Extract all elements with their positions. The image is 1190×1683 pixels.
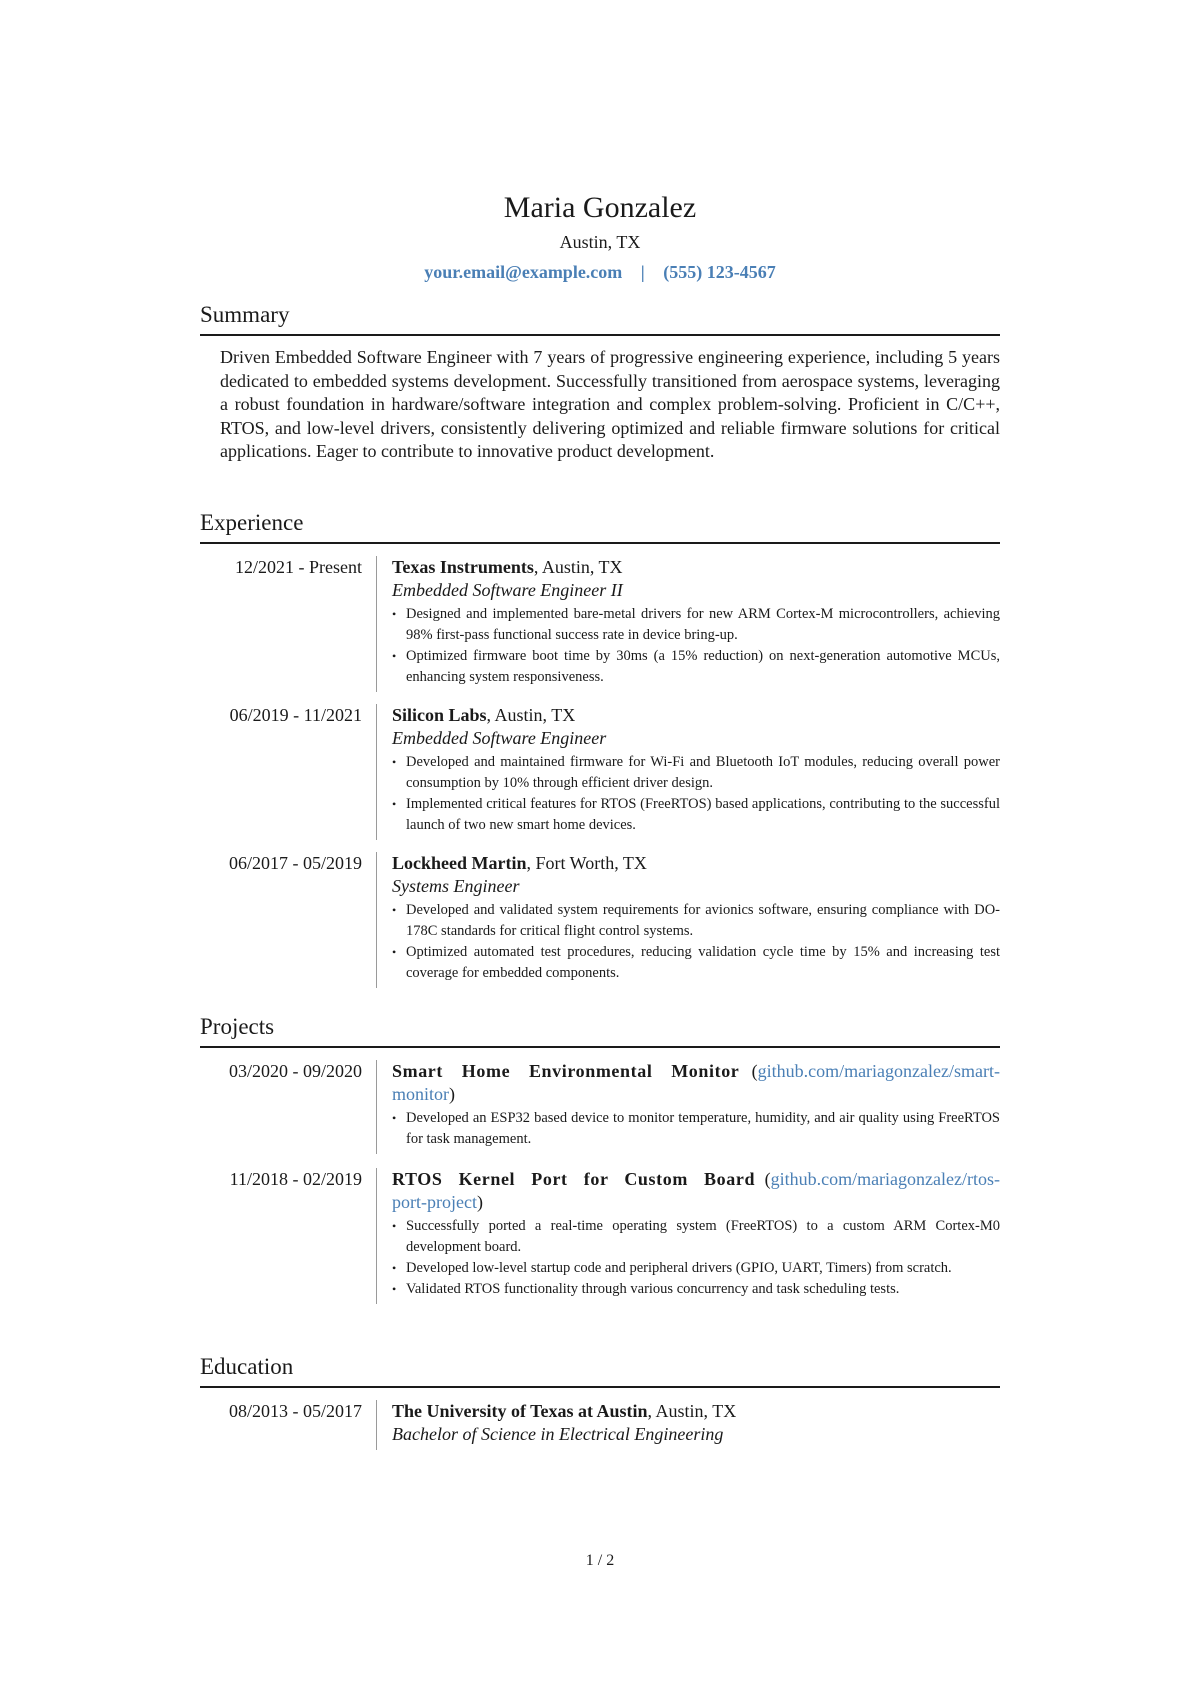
company-name: Lockheed Martin (392, 853, 527, 873)
company-location: , Fort Worth, TX (526, 853, 647, 873)
section-title-summary: Summary (200, 300, 1000, 336)
company-location: , Austin, TX (486, 705, 576, 725)
entry-body (376, 1168, 1000, 1304)
phone-link[interactable]: (555) 123-4567 (663, 262, 776, 282)
paren-open: ( (739, 1061, 758, 1081)
job-title: Embedded Software Engineer II (392, 580, 623, 600)
entry-body (376, 704, 1000, 840)
entry-heading (392, 1060, 1000, 1106)
entry-heading (392, 1168, 1000, 1214)
bullet-item: • Validated RTOS functionality through various concurrency and task scheduling tests. (392, 1279, 1000, 1300)
bullet-item: • Developed and maintained firmware for Wi-Fi and Bluetooth IoT modules, reducing overall power consumption by 10% through efficient driver design. (392, 752, 1000, 794)
school-name: The University of Texas at Austin (392, 1401, 648, 1421)
company-name: Texas Instruments (392, 557, 534, 577)
entry-heading (392, 1400, 1000, 1423)
project-name: Smart Home Environmental Monitor (392, 1061, 740, 1081)
candidate-location: Austin, TX (559, 232, 641, 252)
email-link[interactable]: your.email@example.com (424, 262, 623, 282)
entry-dates: 03/2020 - 09/2020 (229, 1061, 362, 1081)
entry-heading (392, 556, 1000, 579)
bullet-list (392, 1216, 1000, 1300)
section-title-education: Education (200, 1352, 1000, 1388)
entry-body (376, 1400, 1000, 1450)
bullet-item: • Developed low-level startup code and peripheral drivers (GPIO, UART, Timers) from scratch. (392, 1258, 1000, 1279)
experience-section (200, 508, 1000, 988)
experience-entry (200, 704, 1000, 840)
candidate-name: Maria Gonzalez (503, 191, 697, 224)
bullet-item: • Developed an ESP32 based device to monitor temperature, humidity, and air quality using FreeRTOS for task management. (392, 1108, 1000, 1150)
paren-open: ( (755, 1169, 771, 1189)
entry-heading (392, 704, 1000, 727)
contact-line (200, 260, 1000, 284)
resume-header (200, 190, 1000, 284)
project-link[interactable]: github.com/mariagonzalez/rtos-port-project (392, 1169, 1000, 1212)
bullet-item: • Successfully ported a real-time operating system (FreeRTOS) to a custom ARM Cortex-M0 development board. (392, 1216, 1000, 1258)
degree: Bachelor of Science in Electrical Engineering (392, 1424, 724, 1444)
project-entry (200, 1168, 1000, 1304)
entry-heading (392, 852, 1000, 875)
summary-text: Driven Embedded Software Engineer with 7 years of progressive engineering experience, including 5 years dedicated to embedded systems development. Successfully transitioned from aerospace systems, leveraging a robust foundation in hardware/software integration and complex problem-solving. Proficient in C/C++, RTOS, and low-level drivers, consistently delivering optimized and reliable firmware solutions for critical applications. Eager to contribute to innovative product development. (220, 347, 1000, 461)
experience-entry (200, 852, 1000, 988)
entry-body (376, 1060, 1000, 1154)
paren-close: ) (476, 1192, 483, 1212)
contact-separator: | (640, 262, 645, 282)
experience-entry (200, 556, 1000, 692)
company-location: , Austin, TX (533, 557, 623, 577)
summary-section (200, 300, 1000, 464)
education-section (200, 1352, 1000, 1450)
education-entry (200, 1400, 1000, 1450)
job-title: Embedded Software Engineer (392, 728, 607, 748)
project-name: RTOS Kernel Port for Custom Board (392, 1169, 756, 1189)
entry-body (376, 852, 1000, 988)
project-link[interactable]: github.com/mariagonzalez/smart-monitor (392, 1061, 1000, 1104)
paren-close: ) (449, 1084, 455, 1104)
company-name: Silicon Labs (392, 705, 487, 725)
entry-body (376, 556, 1000, 692)
job-title: Systems Engineer (392, 876, 520, 896)
bullet-item: • Designed and implemented bare-metal drivers for new ARM Cortex-M microcontrollers, achieving 98% first-pass functional success rate in device bring-up. (392, 604, 1000, 646)
school-location: , Austin, TX (647, 1401, 737, 1421)
entry-dates: 06/2017 - 05/2019 (229, 853, 362, 873)
section-title-experience: Experience (200, 508, 1000, 544)
bullet-list (392, 604, 1000, 688)
entry-dates: 08/2013 - 05/2017 (229, 1401, 362, 1421)
project-entry (200, 1060, 1000, 1154)
entry-dates: 12/2021 - Present (235, 557, 362, 577)
entry-dates: 06/2019 - 11/2021 (229, 705, 362, 725)
entry-dates: 11/2018 - 02/2019 (229, 1169, 362, 1189)
bullet-list (392, 900, 1000, 984)
bullet-item: • Developed and validated system requirements for avionics software, ensuring compliance with DO-178C standards for critical flight control systems. (392, 900, 1000, 942)
bullet-item: • Optimized automated test procedures, reducing validation cycle time by 15% and increasing test coverage for embedded components. (392, 942, 1000, 984)
section-title-projects: Projects (200, 1012, 1000, 1048)
bullet-list (392, 752, 1000, 836)
page-number: 1 / 2 (585, 1552, 615, 1569)
bullet-item: • Implemented critical features for RTOS (FreeRTOS) based applications, contributing to the successful launch of two new smart home devices. (392, 794, 1000, 836)
resume-page (200, 0, 1000, 1683)
projects-section (200, 1012, 1000, 1304)
bullet-list (392, 1108, 1000, 1150)
bullet-item: • Optimized firmware boot time by 30ms (a 15% reduction) on next-generation automotive MCUs, enhancing system responsiveness. (392, 646, 1000, 688)
